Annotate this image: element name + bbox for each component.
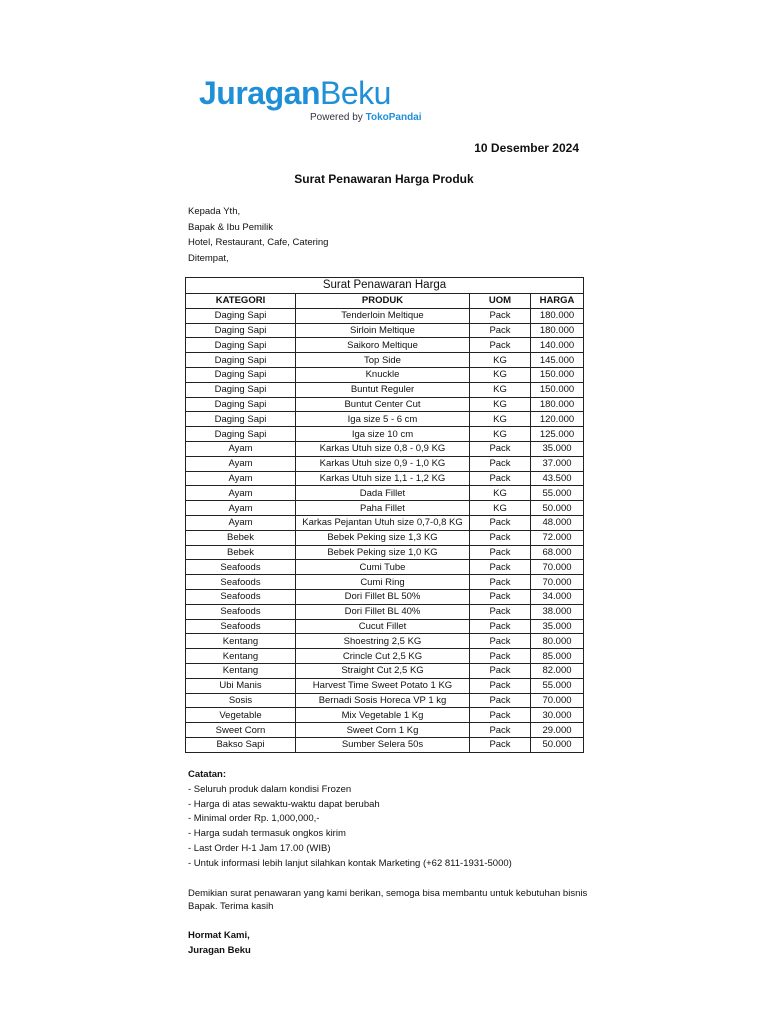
cell-harga: 38.000 bbox=[531, 604, 584, 619]
cell-uom: Pack bbox=[470, 619, 531, 634]
table-row bbox=[186, 501, 584, 516]
cell-uom: KG bbox=[470, 486, 531, 501]
note-item: - Untuk informasi lebih lanjut silahkan kontak Marketing (+62 811-1931-5000) bbox=[188, 857, 512, 869]
cell-produk: Saikoro Meltique bbox=[296, 338, 470, 353]
cell-uom: Pack bbox=[470, 708, 531, 723]
table-row bbox=[186, 441, 584, 456]
cell-produk: Bebek Peking size 1,0 KG bbox=[296, 545, 470, 560]
column-header-uom: UOM bbox=[470, 294, 531, 309]
cell-uom: KG bbox=[470, 367, 531, 382]
cell-kategori: Ayam bbox=[186, 501, 296, 516]
cell-kategori: Daging Sapi bbox=[186, 412, 296, 427]
cell-uom: Pack bbox=[470, 441, 531, 456]
cell-uom: Pack bbox=[470, 737, 531, 752]
recipient-address bbox=[188, 204, 328, 266]
table-row bbox=[186, 560, 584, 575]
cell-harga: 140.000 bbox=[531, 338, 584, 353]
cell-produk: Knuckle bbox=[296, 367, 470, 382]
cell-harga: 80.000 bbox=[531, 634, 584, 649]
cell-produk: Bernadi Sosis Horeca VP 1 kg bbox=[296, 693, 470, 708]
cell-uom: Pack bbox=[470, 663, 531, 678]
cell-harga: 180.000 bbox=[531, 323, 584, 338]
cell-produk: Paha Fillet bbox=[296, 501, 470, 516]
table-row bbox=[186, 323, 584, 338]
table-row bbox=[186, 634, 584, 649]
cell-harga: 29.000 bbox=[531, 723, 584, 738]
cell-harga: 180.000 bbox=[531, 308, 584, 323]
cell-harga: 150.000 bbox=[531, 382, 584, 397]
cell-kategori: Bebek bbox=[186, 545, 296, 560]
table-row bbox=[186, 545, 584, 560]
signature-greeting: Hormat Kami, bbox=[188, 930, 250, 941]
cell-kategori: Ayam bbox=[186, 441, 296, 456]
cell-produk: Karkas Pejantan Utuh size 0,7-0,8 KG bbox=[296, 515, 470, 530]
cell-produk: Buntut Reguler bbox=[296, 382, 470, 397]
cell-kategori: Ubi Manis bbox=[186, 678, 296, 693]
cell-uom: Pack bbox=[470, 545, 531, 560]
table-caption: Surat Penawaran Harga bbox=[186, 278, 584, 294]
table-row bbox=[186, 693, 584, 708]
table-row bbox=[186, 708, 584, 723]
table-row bbox=[186, 471, 584, 486]
cell-uom: Pack bbox=[470, 634, 531, 649]
table-row bbox=[186, 604, 584, 619]
table-row bbox=[186, 619, 584, 634]
cell-uom: Pack bbox=[470, 323, 531, 338]
signature-company: Juragan Beku bbox=[188, 945, 251, 956]
cell-produk: Sirloin Meltique bbox=[296, 323, 470, 338]
cell-harga: 30.000 bbox=[531, 708, 584, 723]
cell-produk: Tenderloin Meltique bbox=[296, 308, 470, 323]
cell-uom: Pack bbox=[470, 589, 531, 604]
cell-uom: KG bbox=[470, 353, 531, 368]
note-item: - Last Order H-1 Jam 17.00 (WIB) bbox=[188, 842, 331, 854]
cell-uom: KG bbox=[470, 501, 531, 516]
cell-kategori: Sosis bbox=[186, 693, 296, 708]
cell-uom: Pack bbox=[470, 456, 531, 471]
cell-harga: 43.500 bbox=[531, 471, 584, 486]
cell-harga: 180.000 bbox=[531, 397, 584, 412]
cell-kategori: Kentang bbox=[186, 663, 296, 678]
table-body bbox=[186, 308, 584, 752]
cell-harga: 35.000 bbox=[531, 619, 584, 634]
letter-date: 10 Desember 2024 bbox=[474, 141, 579, 155]
cell-harga: 34.000 bbox=[531, 589, 584, 604]
address-line: Hotel, Restaurant, Cafe, Catering bbox=[188, 237, 329, 248]
table-row bbox=[186, 367, 584, 382]
note-item: - Harga di atas sewaktu-waktu dapat berubah bbox=[188, 798, 380, 810]
logo-wordmark: JuraganBeku bbox=[199, 75, 391, 111]
table-row bbox=[186, 515, 584, 530]
cell-harga: 48.000 bbox=[531, 515, 584, 530]
cell-kategori: Ayam bbox=[186, 486, 296, 501]
logo-tagline: Powered by TokoPandai bbox=[310, 112, 422, 123]
cell-harga: 55.000 bbox=[531, 678, 584, 693]
table-row bbox=[186, 737, 584, 752]
cell-produk: Dada Fillet bbox=[296, 486, 470, 501]
table-row bbox=[186, 649, 584, 664]
cell-uom: Pack bbox=[470, 530, 531, 545]
table-row bbox=[186, 678, 584, 693]
cell-produk: Sumber Selera 50s bbox=[296, 737, 470, 752]
cell-harga: 70.000 bbox=[531, 693, 584, 708]
table-row bbox=[186, 308, 584, 323]
cell-kategori: Daging Sapi bbox=[186, 382, 296, 397]
cell-harga: 35.000 bbox=[531, 441, 584, 456]
cell-kategori: Daging Sapi bbox=[186, 427, 296, 442]
cell-kategori: Bebek bbox=[186, 530, 296, 545]
closing-paragraph: Demikian surat penawaran yang kami berikan, semoga bisa membantu untuk kebutuhan bisnis Bapak. Terima kasih bbox=[188, 888, 588, 912]
cell-uom: Pack bbox=[470, 471, 531, 486]
cell-uom: Pack bbox=[470, 693, 531, 708]
cell-produk: Iga size 5 - 6 cm bbox=[296, 412, 470, 427]
table-row bbox=[186, 663, 584, 678]
cell-uom: Pack bbox=[470, 649, 531, 664]
cell-uom: Pack bbox=[470, 338, 531, 353]
cell-kategori: Seafoods bbox=[186, 560, 296, 575]
cell-harga: 82.000 bbox=[531, 663, 584, 678]
address-line: Bapak & Ibu Pemilik bbox=[188, 221, 274, 233]
cell-harga: 68.000 bbox=[531, 545, 584, 560]
cell-kategori: Daging Sapi bbox=[186, 397, 296, 412]
cell-kategori: Daging Sapi bbox=[186, 367, 296, 382]
note-item: - Seluruh produk dalam kondisi Frozen bbox=[188, 783, 352, 795]
signature-block bbox=[188, 928, 251, 958]
cell-uom: Pack bbox=[470, 604, 531, 619]
table-row bbox=[186, 589, 584, 604]
cell-kategori: Vegetable bbox=[186, 708, 296, 723]
table-row bbox=[186, 723, 584, 738]
cell-harga: 85.000 bbox=[531, 649, 584, 664]
address-line: Kepada Yth, bbox=[188, 206, 241, 217]
cell-harga: 55.000 bbox=[531, 486, 584, 501]
cell-produk: Bebek Peking size 1,3 KG bbox=[296, 530, 470, 545]
note-item: - Harga sudah termasuk ongkos kirim bbox=[188, 828, 346, 840]
cell-kategori: Kentang bbox=[186, 634, 296, 649]
cell-kategori: Daging Sapi bbox=[186, 308, 296, 323]
table-row bbox=[186, 530, 584, 545]
cell-kategori: Kentang bbox=[186, 649, 296, 664]
cell-uom: Pack bbox=[470, 560, 531, 575]
cell-harga: 72.000 bbox=[531, 530, 584, 545]
cell-produk: Cucut Fillet bbox=[296, 619, 470, 634]
cell-harga: 145.000 bbox=[531, 353, 584, 368]
cell-produk: Dori Fillet BL 50% bbox=[296, 589, 470, 604]
table-row bbox=[186, 353, 584, 368]
cell-produk: Shoestring 2,5 KG bbox=[296, 634, 470, 649]
logo bbox=[199, 76, 429, 128]
cell-produk: Crincle Cut 2,5 KG bbox=[296, 649, 470, 664]
cell-produk: Cumi Tube bbox=[296, 560, 470, 575]
cell-harga: 120.000 bbox=[531, 412, 584, 427]
notes-title: Catatan: bbox=[188, 769, 227, 780]
table-row bbox=[186, 486, 584, 501]
cell-uom: KG bbox=[470, 412, 531, 427]
cell-kategori: Ayam bbox=[186, 515, 296, 530]
table-row bbox=[186, 456, 584, 471]
cell-uom: Pack bbox=[470, 515, 531, 530]
cell-kategori: Bakso Sapi bbox=[186, 737, 296, 752]
cell-harga: 70.000 bbox=[531, 575, 584, 590]
table-row bbox=[186, 412, 584, 427]
column-header-produk: PRODUK bbox=[296, 294, 470, 309]
cell-harga: 70.000 bbox=[531, 560, 584, 575]
cell-uom: KG bbox=[470, 427, 531, 442]
cell-kategori: Seafoods bbox=[186, 604, 296, 619]
table-row bbox=[186, 397, 584, 412]
letter-subject: Surat Penawaran Harga Produk bbox=[294, 172, 474, 186]
table-row bbox=[186, 338, 584, 353]
cell-uom: Pack bbox=[470, 723, 531, 738]
cell-kategori: Sweet Corn bbox=[186, 723, 296, 738]
cell-produk: Karkas Utuh size 0,9 - 1,0 KG bbox=[296, 456, 470, 471]
cell-produk: Karkas Utuh size 1,1 - 1,2 KG bbox=[296, 471, 470, 486]
cell-harga: 37.000 bbox=[531, 456, 584, 471]
cell-produk: Cumi Ring bbox=[296, 575, 470, 590]
cell-uom: Pack bbox=[470, 678, 531, 693]
cell-produk: Top Side bbox=[296, 353, 470, 368]
cell-kategori: Seafoods bbox=[186, 589, 296, 604]
cell-uom: KG bbox=[470, 397, 531, 412]
cell-harga: 125.000 bbox=[531, 427, 584, 442]
table-row bbox=[186, 575, 584, 590]
cell-produk: Karkas Utuh size 0,8 - 0,9 KG bbox=[296, 441, 470, 456]
cell-harga: 150.000 bbox=[531, 367, 584, 382]
cell-kategori: Daging Sapi bbox=[186, 353, 296, 368]
address-line: Ditempat, bbox=[188, 252, 229, 264]
table-row bbox=[186, 427, 584, 442]
notes-section bbox=[188, 768, 512, 872]
cell-kategori: Daging Sapi bbox=[186, 323, 296, 338]
cell-harga: 50.000 bbox=[531, 737, 584, 752]
cell-produk: Buntut Center Cut bbox=[296, 397, 470, 412]
cell-uom: Pack bbox=[470, 308, 531, 323]
cell-produk: Dori Fillet BL 40% bbox=[296, 604, 470, 619]
column-header-harga: HARGA bbox=[531, 294, 584, 309]
cell-produk: Harvest Time Sweet Potato 1 KG bbox=[296, 678, 470, 693]
table-row bbox=[186, 382, 584, 397]
cell-kategori: Daging Sapi bbox=[186, 338, 296, 353]
cell-harga: 50.000 bbox=[531, 501, 584, 516]
cell-kategori: Ayam bbox=[186, 456, 296, 471]
cell-produk: Sweet Corn 1 Kg bbox=[296, 723, 470, 738]
cell-uom: KG bbox=[470, 382, 531, 397]
cell-uom: Pack bbox=[470, 575, 531, 590]
cell-produk: Mix Vegetable 1 Kg bbox=[296, 708, 470, 723]
cell-kategori: Ayam bbox=[186, 471, 296, 486]
column-header-kategori: KATEGORI bbox=[186, 294, 296, 309]
cell-produk: Straight Cut 2,5 KG bbox=[296, 663, 470, 678]
cell-produk: Iga size 10 cm bbox=[296, 427, 470, 442]
cell-kategori: Seafoods bbox=[186, 619, 296, 634]
price-table bbox=[185, 277, 584, 753]
cell-kategori: Seafoods bbox=[186, 575, 296, 590]
note-item: - Minimal order Rp. 1,000,000,- bbox=[188, 813, 320, 825]
